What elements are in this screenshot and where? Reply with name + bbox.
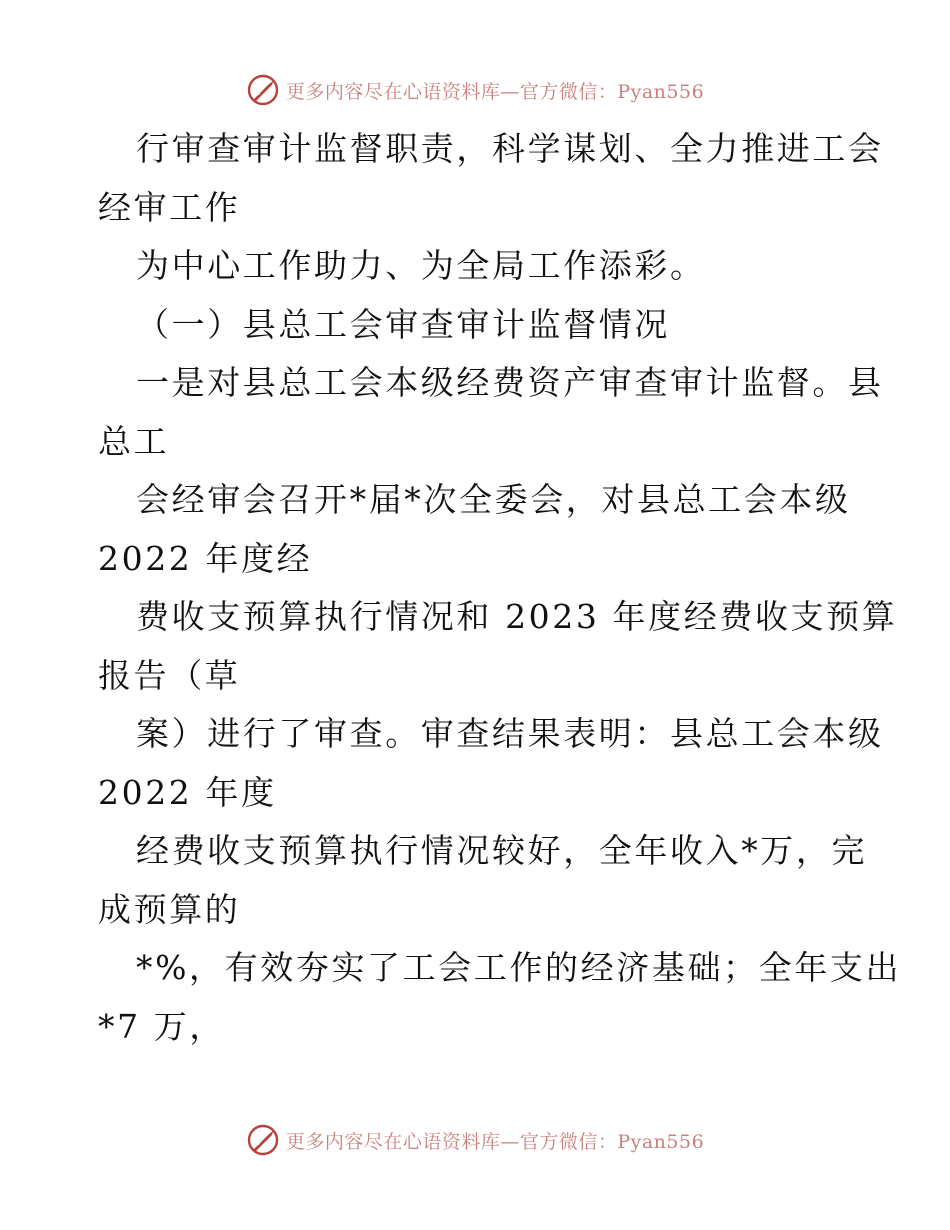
body-text-line: 一是对县总工会本级经费资产审查审计监督。县 [136,363,884,402]
body-text-line: 2022 年度 [98,772,277,812]
body-text-line: 报告（草 [98,655,241,695]
body-text-line: 行审查审计监督职责，科学谋划、全力推进工会 [136,129,884,168]
body-text-line: 会经审会召开*届*次全委会，对县总工会本级 [136,480,851,519]
body-text-line: 经审工作 [98,187,241,227]
header-banner-text: 更多内容尽在心语资料库—官方微信：Pyan556 [285,80,705,103]
body-text-line: 总工 [98,421,170,461]
document-body [98,120,902,1056]
footer-banner-text: 更多内容尽在心语资料库—官方微信：Pyan556 [285,1130,705,1153]
body-text-line: （一）县总工会审查审计监督情况 [136,304,670,344]
body-text-line: *7 万， [98,1006,225,1046]
quill-logo-icon [246,1123,280,1157]
body-text-line: 成预算的 [98,889,241,929]
body-text-line: 为中心工作助力、为全局工作添彩。 [136,246,706,285]
header-banner [0,70,950,110]
body-text-line: 经费收支预算执行情况较好，全年收入*万，完 [136,831,868,870]
quill-logo-icon [246,73,280,107]
body-text-line: 费收支预算执行情况和 2023 年度经费收支预算 [136,597,898,636]
body-text-line: *%，有效夯实了工会工作的经济基础；全年支出 [136,948,902,987]
body-text-line: 2022 年度经 [98,538,313,578]
footer-banner [0,1120,950,1160]
body-text-line: 案）进行了审查。审查结果表明：县总工会本级 [136,714,884,753]
